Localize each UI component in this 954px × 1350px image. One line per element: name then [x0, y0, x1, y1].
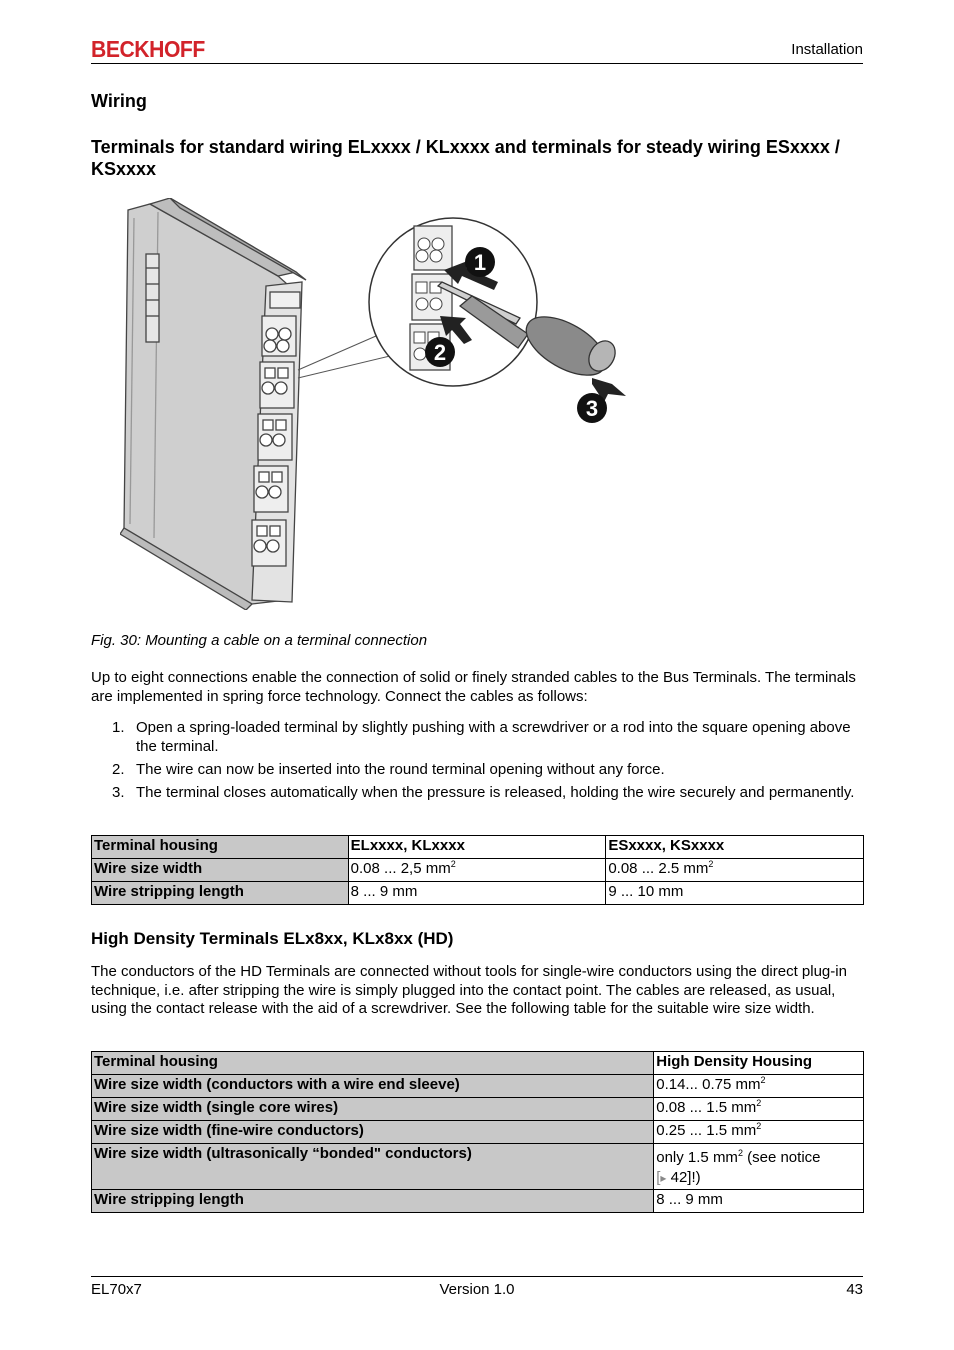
- table-header-cell: ESxxxx, KSxxxx: [606, 836, 864, 859]
- table-row-label: Wire size width (single core wires): [92, 1098, 654, 1121]
- table-row: [92, 1075, 864, 1098]
- terminal-mounting-figure: [120, 198, 640, 610]
- steps-list: [91, 719, 863, 807]
- superscript: 2: [737, 1148, 743, 1158]
- table-row-label: Wire stripping length: [92, 1190, 654, 1213]
- table-row: [92, 1052, 864, 1075]
- table-cell-value: 0.08 ... 2.5 mm: [608, 860, 709, 877]
- table-row-label: Wire stripping length: [92, 882, 349, 905]
- footer-rule: [91, 1276, 863, 1277]
- list-item: [91, 761, 863, 780]
- table-cell: [654, 1075, 864, 1098]
- superscript: 2: [756, 1098, 762, 1108]
- heading-terminals: Terminals for standard wiring ELxxxx / KLxxxx and terminals for steady wiring ESxxxx / KSxxxx: [91, 137, 840, 179]
- beckhoff-logo: BECKHOFF: [91, 36, 205, 62]
- step-text: The wire can now be inserted into the round terminal opening without any force.: [136, 760, 665, 778]
- header-rule: [91, 63, 863, 64]
- table-cell: 8 ... 9 mm: [348, 882, 606, 905]
- table-cell-value: (see notice: [742, 1149, 821, 1166]
- zoom-detail-circle: [369, 218, 620, 387]
- link-arrow-icon[interactable]: ▸: [660, 1171, 667, 1185]
- link-bracket[interactable]: [: [656, 1169, 661, 1186]
- heading-high-density: High Density Terminals ELx8xx, KLx8xx (HD): [91, 929, 454, 948]
- marker-1: [465, 247, 495, 277]
- superscript: 2: [708, 859, 714, 869]
- footer-product: EL70x7: [91, 1281, 142, 1298]
- step-number: 2.: [112, 760, 125, 778]
- step-text: The terminal closes automatically when the pressure is released, holding the wire securely and permanently.: [136, 783, 855, 801]
- hd-table: [91, 1051, 864, 1213]
- table-cell-value: 0.08 ... 2,5 mm: [350, 860, 451, 877]
- heading-wiring: Wiring: [91, 91, 147, 111]
- step-number: 1.: [112, 719, 125, 736]
- superscript: 2: [760, 1075, 766, 1085]
- list-item: [91, 784, 863, 803]
- table-row: [92, 882, 864, 905]
- page-reference-link[interactable]: 42]!): [666, 1169, 701, 1186]
- table-cell: [654, 1121, 864, 1144]
- step-text: Open a spring-loaded terminal by slightly pushing with a screwdriver or a rod into the square opening above the terminal.: [136, 719, 851, 755]
- figure-caption: Fig. 30: Mounting a cable on a terminal connection: [91, 632, 428, 649]
- bus-terminal-drawing: [120, 198, 306, 610]
- marker-2: [425, 337, 455, 367]
- marker-3: [577, 393, 607, 423]
- table-cell: 9 ... 10 mm: [606, 882, 864, 905]
- header-section-title: Installation: [791, 41, 863, 58]
- wiring-table: [91, 835, 864, 905]
- intro-paragraph: Up to eight connections enable the connection of solid or finely stranded cables to the Bus Terminals. The terminals are implemented in spring force technology. Connect the cables as follows:: [91, 669, 856, 705]
- table-row: [92, 1121, 864, 1144]
- superscript: 2: [450, 859, 456, 869]
- superscript: 2: [756, 1121, 762, 1131]
- table-row-label: Wire size width (fine-wire conductors): [92, 1121, 654, 1144]
- table-row-label: Wire size width (ultrasonically “bonded" conductors): [92, 1144, 654, 1190]
- table-cell-value: 0.08 ... 1.5 mm: [656, 1099, 757, 1116]
- table-row-label: Wire size width: [92, 859, 349, 882]
- table-row: [92, 1144, 864, 1190]
- table-cell: 8 ... 9 mm: [654, 1190, 864, 1213]
- table-header-cell: Terminal housing: [92, 1052, 654, 1075]
- marker-1-label: 1: [473, 250, 487, 275]
- table-cell-value: only 1.5 mm: [656, 1149, 738, 1166]
- step-number: 3.: [112, 783, 125, 801]
- marker-3-label: 3: [585, 396, 599, 421]
- table-row: [92, 859, 864, 882]
- table-header-cell: High Density Housing: [654, 1052, 864, 1075]
- table-row: [92, 1098, 864, 1121]
- marker-2-label: 2: [433, 340, 447, 365]
- hd-paragraph: The conductors of the HD Terminals are connected without tools for single-wire conductors using the direct plug-in technique, i.e. after stripping the wire is simply plugged into the contact point. The cables are released, as usual, using the contact release with the aid of a screwdriver. See the following table for the suitable wire size width.: [91, 963, 847, 1017]
- table-header-cell: Terminal housing: [92, 836, 349, 859]
- footer-version: Version 1.0: [439, 1281, 515, 1298]
- table-cell: [654, 1098, 864, 1121]
- table-cell: [606, 859, 864, 882]
- table-cell: [348, 859, 606, 882]
- table-row-label: Wire size width (conductors with a wire end sleeve): [92, 1075, 654, 1098]
- table-row: [92, 836, 864, 859]
- footer-page-number: 43: [846, 1281, 863, 1298]
- list-item: [91, 719, 863, 756]
- table-cell: [654, 1144, 864, 1190]
- table-cell-value: 0.25 ... 1.5 mm: [656, 1122, 757, 1139]
- table-cell-value: 0.14... 0.75 mm: [656, 1076, 761, 1093]
- table-header-cell: ELxxxx, KLxxxx: [348, 836, 606, 859]
- table-row: [92, 1190, 864, 1213]
